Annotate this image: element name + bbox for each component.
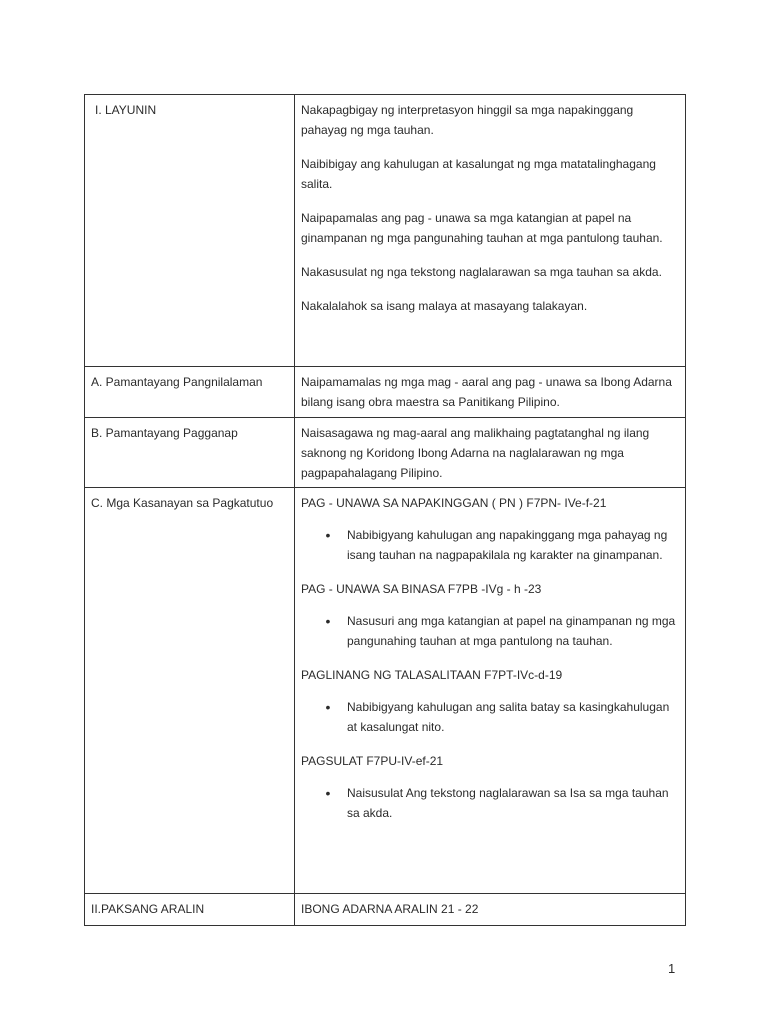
competency-list — [301, 525, 679, 565]
table-row-kasanayan — [85, 488, 686, 894]
pagganap-content-cell — [295, 418, 686, 488]
competency-heading: PAGLINANG NG TALASALITAAN F7PT-IVc-d-19 — [301, 668, 563, 682]
objective-item: Nakasusulat ng nga tekstong naglalarawan sa mga tauhan sa akda. — [301, 265, 662, 279]
row-label: C. Mga Kasanayan sa Pagkatutuo — [91, 496, 274, 510]
row-label-cell — [85, 95, 295, 367]
lesson-plan-table — [84, 94, 686, 926]
paksa-content-cell — [295, 894, 686, 926]
table-row-layunin — [85, 95, 686, 367]
bullet-icon: • — [325, 613, 331, 629]
competency-bullet-text: Naisusulat Ang tekstong naglalarawan sa Isa sa mga tauhan sa akda. — [347, 786, 669, 820]
bullet-icon: • — [325, 699, 331, 715]
competency-bullet-text: Nabibigyang kahulugan ang salita batay sa kasingkahulugan at kasalungat nito. — [347, 700, 670, 734]
standard-text: Naisasagawa ng mag-aaral ang malikhaing pagtatanghal ng ilang saknong ng Koridong Ibong Adarna na naglalarawan ng mga pagpapahalagang Pilipino. — [301, 426, 650, 480]
row-label: B. Pamantayang Pagganap — [91, 426, 238, 440]
standard-text: Naipamamalas ng mga mag - aaral ang pag - unawa sa Ibong Adarna bilang isang obra maestra sa Panitikang Pilipino. — [301, 375, 672, 409]
topic-text: IBONG ADARNA ARALIN 21 - 22 — [301, 902, 479, 916]
table-row-pagganap — [85, 418, 686, 488]
competency-list — [301, 611, 679, 651]
competency-heading: PAG - UNAWA SA NAPAKINGGAN ( PN ) F7PN- IVe-f-21 — [301, 496, 607, 510]
competency-heading: PAGSULAT F7PU-IV-ef-21 — [301, 754, 444, 768]
row-label: A. Pamantayang Pangnilalaman — [91, 375, 263, 389]
kasanayan-content-cell — [295, 488, 686, 894]
competency-heading: PAG - UNAWA SA BINASA F7PB -IVg - h -23 — [301, 582, 542, 596]
competency-list — [301, 783, 679, 823]
objective-item: Nakapagbigay ng interpretasyon hinggil sa mga napakinggang pahayag ng mga tauhan. — [301, 103, 634, 137]
pangnilalaman-content-cell — [295, 367, 686, 418]
bullet-icon: • — [325, 527, 331, 543]
bullet-icon: • — [325, 785, 331, 801]
competency-bullet-text: Nabibigyang kahulugan ang napakinggang mga pahayag ng isang tauhan na nagpapakilala ng karakter na ginampanan. — [347, 528, 668, 562]
competency-list — [301, 697, 679, 737]
row-label-cell — [85, 418, 295, 488]
competency-bullet-item — [325, 525, 679, 565]
table-row-paksa — [85, 894, 686, 926]
objective-item: Naipapamalas ang pag - unawa sa mga katangian at papel na ginampanan ng mga pangunahing tauhan at mga pantulong tauhan. — [301, 211, 663, 245]
page-number: 1 — [668, 961, 676, 976]
competency-bullet-item — [325, 611, 679, 651]
row-label-cell — [85, 894, 295, 926]
row-label-cell — [85, 488, 295, 894]
row-label-cell — [85, 367, 295, 418]
row-label: II.PAKSANG ARALIN — [91, 902, 205, 916]
competency-bullet-item — [325, 697, 679, 737]
competency-bullet-item — [325, 783, 679, 823]
objective-item: Naibibigay ang kahulugan at kasalungat ng mga matatalinghagang salita. — [301, 157, 656, 191]
objective-item: Nakalalahok sa isang malaya at masayang talakayan. — [301, 299, 588, 313]
competency-bullet-text: Nasusuri ang mga katangian at papel na ginampanan ng mga pangunahing tauhan at mga pantulong na tauhan. — [347, 614, 676, 648]
row-label: I. LAYUNIN — [95, 103, 157, 117]
layunin-content-cell — [295, 95, 686, 367]
table-row-pangnilalaman — [85, 367, 686, 418]
